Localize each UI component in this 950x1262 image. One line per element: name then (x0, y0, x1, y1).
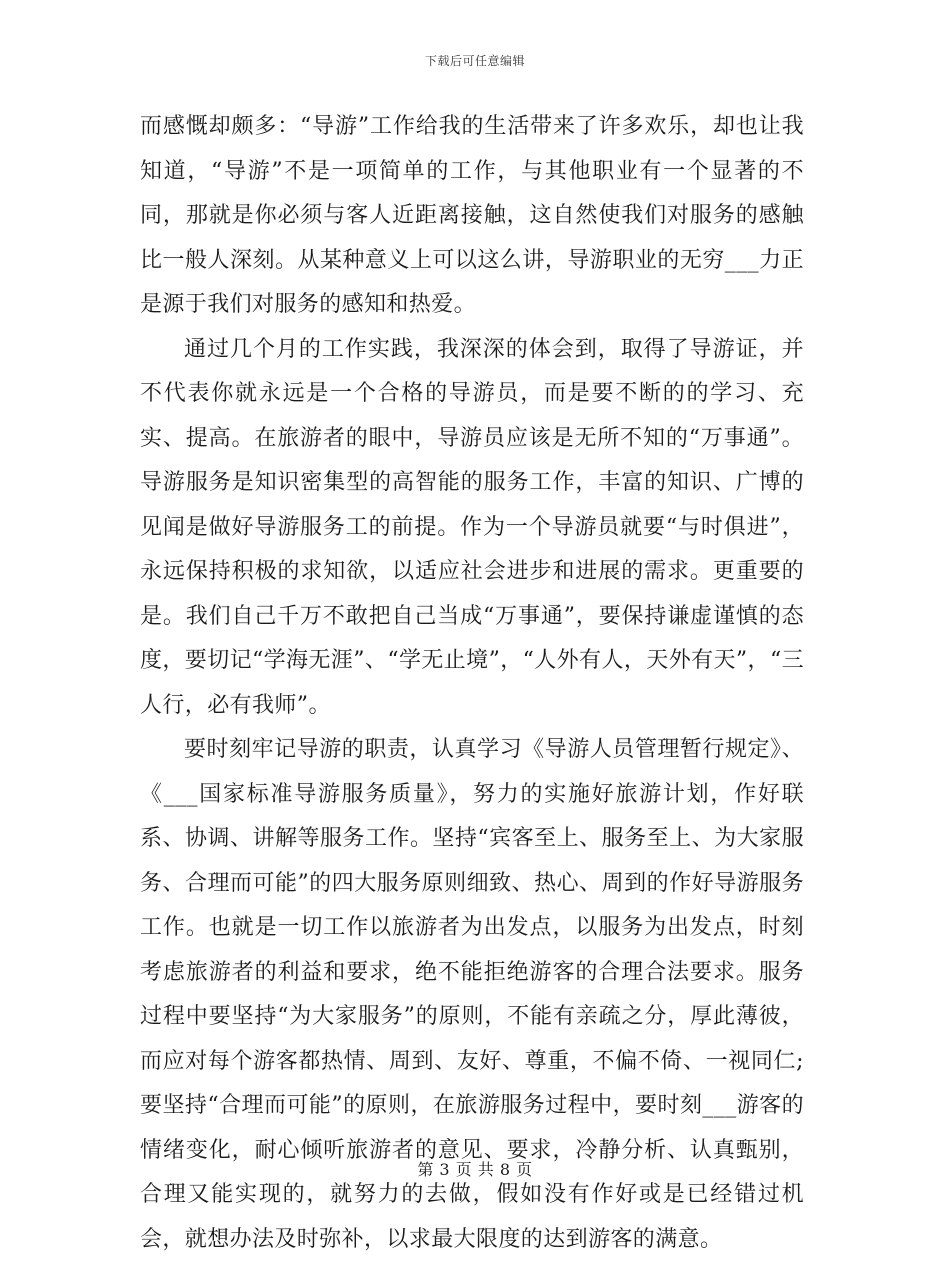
page-number-footer: 第 3 页 共 8 页 (417, 1160, 533, 1179)
document-body (140, 105, 804, 1262)
page-header-note: 下载后可任意编辑 (424, 54, 525, 68)
paragraph-3: 要时刻牢记导游的职责，认真学习《导游人员管理暂行规定》、《___国家标准导游服务质量》，努力的实施好旅游计划，作好联系、协调、讲解等服务工作。坚持“宾客至上、服务至上、为大家服务、合理而可能”的四大服务原则细致、热心、周到的作好导游服务工作。也就是一切工作以旅游者为出发点，以服务为出发点，时刻考虑旅游者的利益和要求，绝不能拒绝游客的合理合法要求。服务过程中要坚持“为大家服务”的原则，不能有亲疏之分，厚此薄彼，而应对每个游客都热情、周到、友好、尊重，不偏不倚、一视同仁;要坚持“合理而可能”的原则，在旅游服务过程中，要时刻___游客的情绪变化，耐心倾听旅游者的意见、要求，冷静分析、认真甄别，合理又能实现的，就努力的去做，假如没有作好或是已经错过机会，就想办法及时弥补，以求最大限度的达到游客的满意。 (140, 737, 804, 1252)
paragraph-1: 而感慨却颇多：“导游”工作给我的生活带来了许多欢乐，却也让我知道，“导游”不是一项简单的工作，与其他职业有一个显著的不同，那就是你必须与客人近距离接触，这自然使我们对服务的感触比一般人深刻。从某种意义上可以这么讲，导游职业的无穷___力正是源于我们对服务的感知和热爱。 (140, 114, 804, 317)
paragraph-2: 通过几个月的工作实践，我深深的体会到，取得了导游证，并不代表你就永远是一个合格的导游员，而是要不断的的学习、充实、提高。在旅游者的眼中，导游员应该是无所不知的“万事通”。导游服务是知识密集型的高智能的服务工作，丰富的知识、广博的见闻是做好导游服务工的前提。作为一个导游员就要“与时俱进”，永远保持积极的求知欲，以适应社会进步和进展的需求。更重要的是。我们自己千万不敢把自己当成“万事通”，要保持谦虚谨慎的态度，要切记“学海无涯”、“学无止境”，“人外有人，天外有天”，“三人行，必有我师”。 (140, 336, 804, 718)
